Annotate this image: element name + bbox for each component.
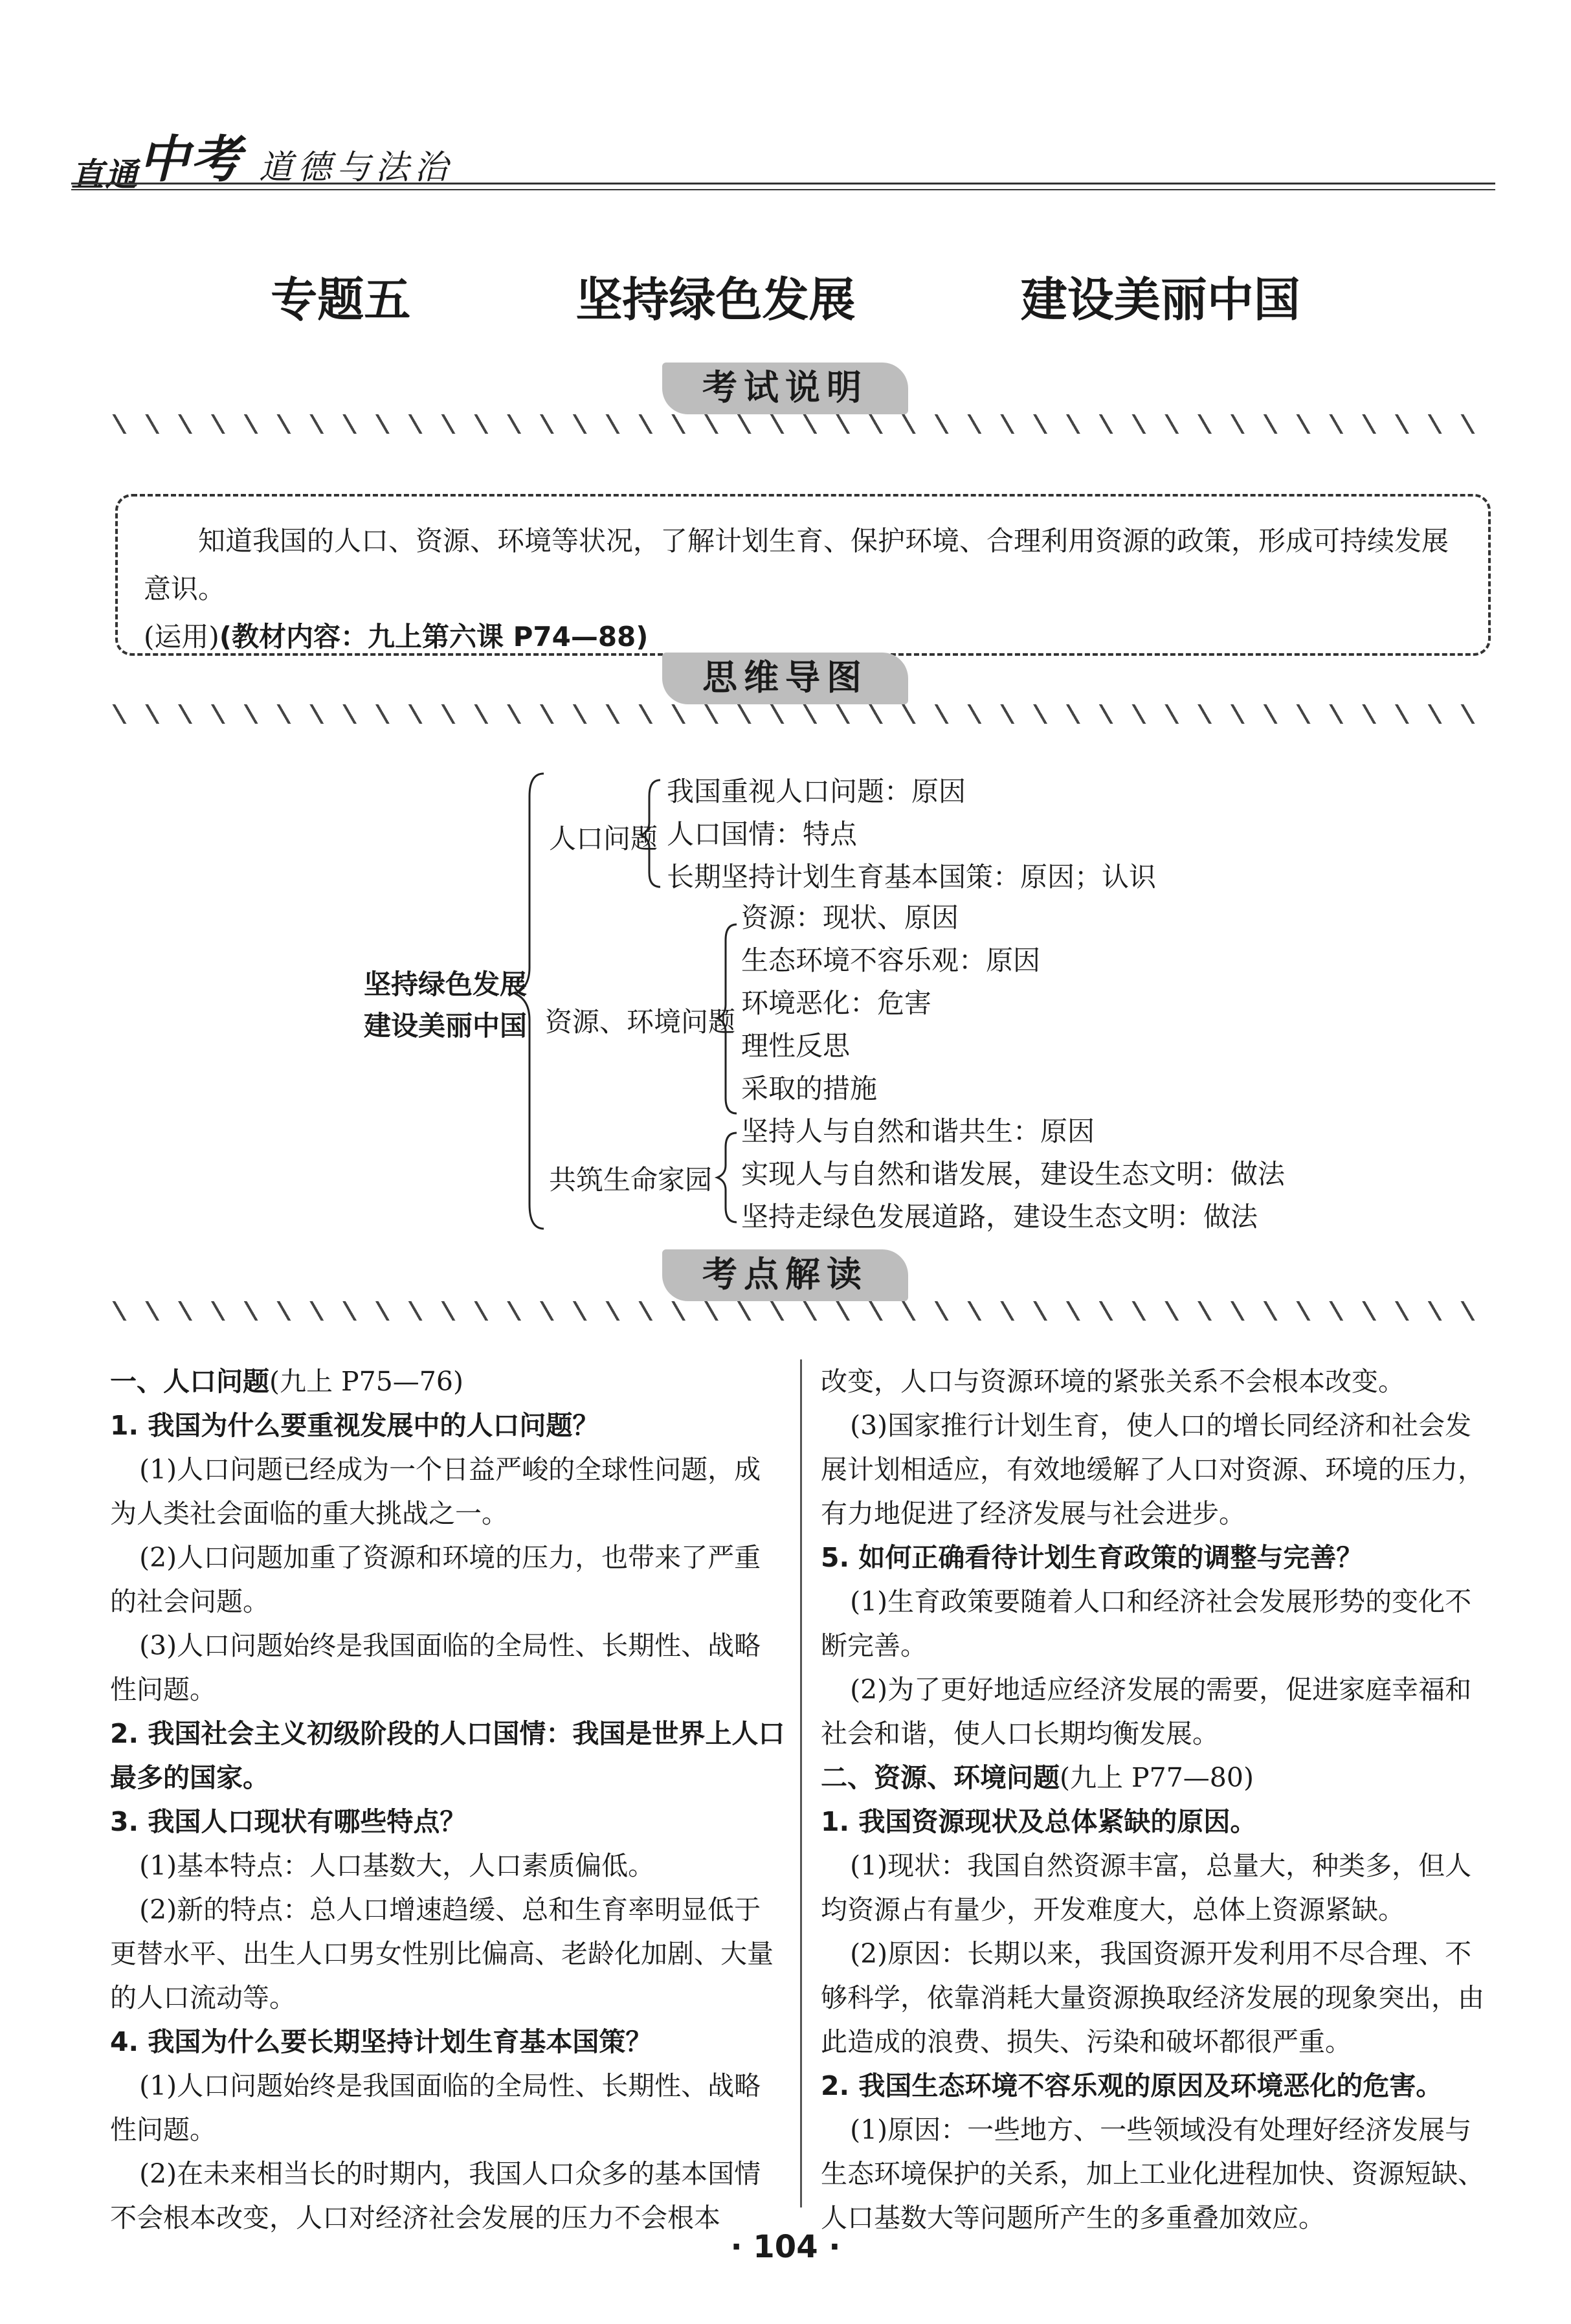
logo-prefix: 直通: [71, 156, 139, 194]
subheading-page-ref: (九上 P75—76): [269, 1366, 463, 1397]
branch-home-label: 共筑生命家园: [549, 1164, 713, 1196]
question: 5. 如何正确看待计划生育政策的调整与完善？: [821, 1542, 1363, 1573]
answer-point: (1)人口问题已经成为一个日益严峻的全球性问题，成为人类社会面临的重大挑战之一。: [110, 1454, 761, 1529]
right-column: [821, 1359, 1497, 2240]
section-divider: [110, 414, 1476, 434]
answer-point: (3)国家推行计划生育，使人口的增长同经济和社会发展计划相适应，有效地缓解了人口对资源、环境的压力，有力地促进了经济发展与社会进步。: [821, 1410, 1484, 1529]
answer-point: (2)新的特点：总人口增速趋缓、总和生育率明显低于更替水平、出生人口男女性别比偏高、老龄化加剧、大量的人口流动等。: [110, 1894, 774, 2013]
exam-usage: (运用): [144, 621, 219, 653]
answer-point: (1)生育政策要随着人口和经济社会发展形势的变化不断完善。: [821, 1586, 1472, 1661]
brace-home: [717, 1133, 737, 1222]
mindmap-root-line1: 坚持绿色发展: [364, 968, 528, 1000]
branch-item: 我国重视人口问题：原因: [667, 776, 966, 807]
section-divider: [110, 1301, 1476, 1321]
section-subheading: [110, 1359, 786, 1403]
branch-population-label: 人口问题: [549, 823, 658, 855]
subheading-title: 一、人口问题: [110, 1366, 269, 1397]
branch-item: 实现人与自然和谐发展，建设生态文明：做法: [741, 1158, 1286, 1190]
question: 2. 我国生态环境不容乐观的原因及环境恶化的危害。: [821, 2070, 1443, 2101]
exam-textbook-ref: (教材内容：九上第六课 P74—88): [219, 621, 649, 653]
answer-point: (2)原因：长期以来，我国资源开发利用不尽合理、不够科学，依靠消耗大量资源换取经济发展的现象突出，由此造成的浪费、损失、污染和破坏都很严重。: [821, 1938, 1484, 2057]
branch-item: 坚持人与自然和谐共生：原因: [741, 1115, 1095, 1147]
branch-item: 环境恶化：危害: [741, 987, 932, 1019]
branch-item: 人口国情：特点: [667, 818, 858, 850]
branch-item: 生态环境不容乐观：原因: [741, 944, 1041, 976]
question: 1. 我国为什么要重视发展中的人口问题？: [110, 1410, 599, 1441]
column-divider: [800, 1359, 802, 2207]
branch-item: 理性反思: [741, 1030, 851, 1062]
exam-description-box: [115, 494, 1491, 656]
section-heading-mindmap: 思维导图: [662, 653, 908, 704]
answer-point: (3)人口问题始终是我国面临的全局性、长期性、战略性问题。: [110, 1630, 761, 1705]
section-divider: [110, 704, 1476, 724]
section-subheading: [821, 1756, 1497, 1800]
answer-point: (2)人口问题加重了资源和环境的压力，也带来了严重的社会问题。: [110, 1542, 761, 1617]
question: 4. 我国为什么要长期坚持计划生育基本国策？: [110, 2026, 652, 2057]
answer-point: (1)现状：我国自然资源丰富，总量大，种类多，但人均资源占有量少，开发难度大，总体上资源紧缺。: [821, 1850, 1472, 1925]
page-number: · 104 ·: [730, 2229, 841, 2265]
mind-map: [0, 751, 1571, 1243]
subject-title: 道德与法治: [259, 148, 454, 187]
exam-line-1: 知道我国的人口、资源、环境等状况，了解计划生育、保护环境、合理利用资源的政策，形成可持续发展意识。: [144, 525, 1449, 605]
subheading-title: 二、资源、环境问题: [821, 1762, 1060, 1793]
logo-big: 中考: [139, 131, 243, 189]
question: 1. 我国资源现状及总体紧缺的原因。: [821, 1806, 1257, 1837]
branch-item: 坚持走绿色发展道路，建设生态文明：做法: [741, 1201, 1258, 1233]
branch-item: 长期坚持计划生育基本国策：原因；认识: [667, 861, 1157, 893]
branch-item: 采取的措施: [741, 1073, 878, 1104]
answer-continued: 改变，人口与资源环境的紧张关系不会根本改变。: [821, 1366, 1405, 1397]
answer-point: (2)为了更好地适应经济发展的需要，促进家庭幸福和社会和谐，使人口长期均衡发展。: [821, 1674, 1472, 1749]
section-heading-points: 考点解读: [662, 1249, 908, 1301]
answer-point: (2)在未来相当长的时期内，我国人口众多的基本国情不会根本改变，人口对经济社会发展的压力不会根本: [110, 2158, 761, 2233]
branch-resources-label: 资源、环境问题: [545, 1006, 736, 1038]
answer-point: (1)人口问题始终是我国面临的全局性、长期性、战略性问题。: [110, 2070, 761, 2145]
header-rule-thin: [71, 189, 1495, 190]
question: 3. 我国人口现状有哪些特点？: [110, 1806, 467, 1837]
left-column: [110, 1359, 786, 2240]
question: 2. 我国社会主义初级阶段的人口国情：我国是世界上人口最多的国家。: [110, 1718, 785, 1793]
branch-item: 资源：现状、原因: [741, 902, 959, 933]
mindmap-root-line2: 建设美丽中国: [364, 1010, 528, 1042]
section-heading-exam: 考试说明: [662, 363, 908, 414]
page-title: 专题五 坚持绿色发展 建设美丽中国: [271, 273, 1300, 327]
answer-point: (1)基本特点：人口基数大，人口素质偏低。: [139, 1850, 655, 1881]
header-rule: [71, 183, 1495, 184]
answer-point: (1)原因：一些地方、一些领域没有处理好经济发展与生态环境保护的关系，加上工业化进程加快、资源短缺、人口基数大等问题所产生的多重叠加效应。: [821, 2114, 1484, 2233]
subheading-page-ref: (九上 P77—80): [1060, 1762, 1254, 1793]
